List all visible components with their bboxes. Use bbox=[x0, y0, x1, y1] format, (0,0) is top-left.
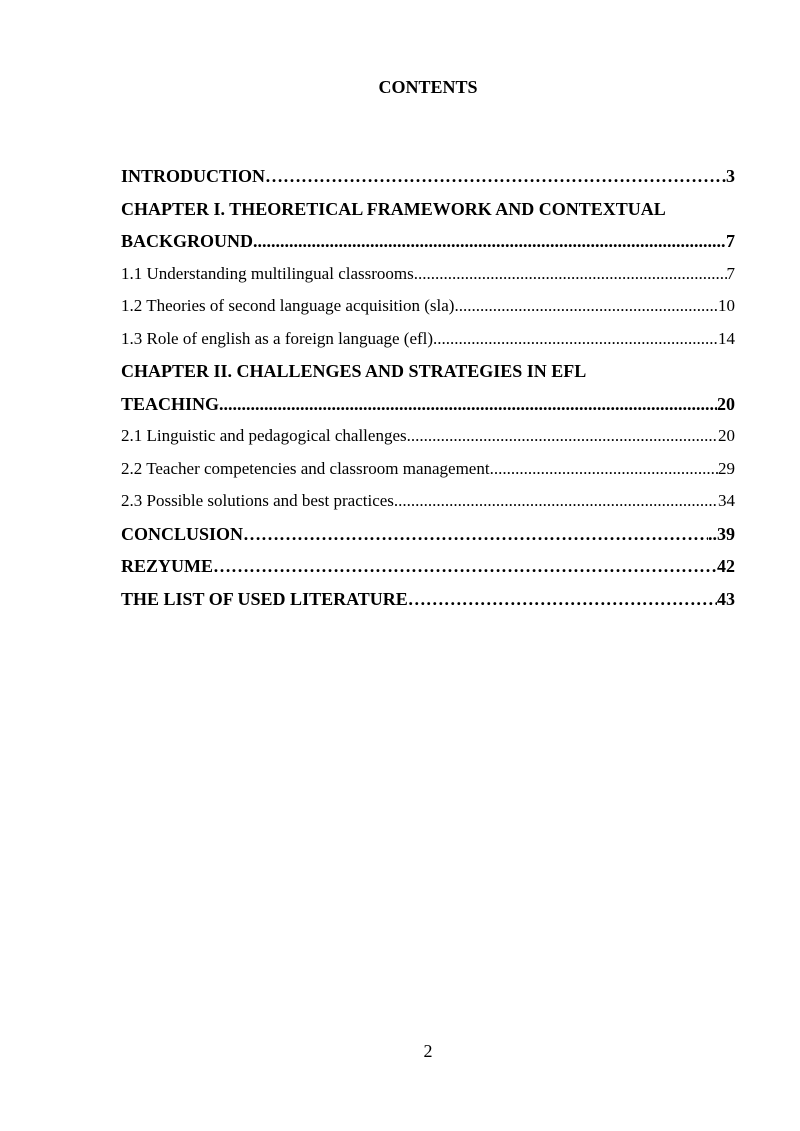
page-number: 2 bbox=[423, 1041, 433, 1061]
toc-entry-label: CONCLUSION bbox=[121, 523, 244, 544]
dot-leader bbox=[433, 323, 718, 356]
toc-entry-literature bbox=[121, 583, 735, 616]
dot-leader bbox=[394, 485, 718, 518]
toc-entry-page: 10 bbox=[718, 296, 735, 315]
dot-leader bbox=[265, 160, 726, 193]
toc-entry-label-line1: CHAPTER II. CHALLENGES AND STRATEGIES IN EFL bbox=[121, 361, 587, 381]
dot-leader bbox=[243, 518, 708, 551]
toc-entry-introduction bbox=[121, 160, 735, 193]
toc-entry-label: 2.1 Linguistic and pedagogical challenges bbox=[121, 426, 407, 445]
toc-entry-chapter-2-heading bbox=[121, 355, 735, 388]
toc-entry-1-1 bbox=[121, 258, 735, 291]
toc-entry-page: 14 bbox=[718, 328, 735, 348]
dot-leader bbox=[219, 388, 717, 421]
toc-entry-1-3 bbox=[121, 323, 735, 356]
page-title: CONTENTS bbox=[378, 77, 478, 97]
toc-entry-label: 1.2 Theories of second language acquisition (sla) bbox=[121, 296, 455, 315]
toc-entry-label-line1: CHAPTER I. THEORETICAL FRAMEWORK AND CONTEXTUAL bbox=[121, 198, 666, 219]
toc-entry-chapter-1-heading bbox=[121, 193, 735, 226]
toc-entry-label: REZYUME bbox=[121, 556, 214, 576]
toc-entry-conclusion bbox=[121, 518, 735, 551]
toc-entry-label: 1.1 Understanding multilingual classrooms bbox=[121, 263, 414, 283]
table-of-contents bbox=[121, 160, 735, 615]
toc-entry-page: 20 bbox=[717, 393, 735, 414]
toc-entry-page: ..39 bbox=[708, 523, 735, 544]
dot-leader bbox=[414, 258, 727, 291]
dot-leader bbox=[454, 290, 718, 323]
toc-entry-rezyume bbox=[121, 550, 735, 583]
toc-entry-label: THE LIST OF USED LITERATURE bbox=[121, 588, 408, 609]
toc-entry-2-2 bbox=[121, 453, 735, 486]
toc-entry-1-2 bbox=[121, 290, 735, 323]
toc-entry-page: 20 bbox=[718, 426, 735, 445]
toc-entry-label: TEACHING bbox=[121, 393, 220, 414]
toc-entry-page: 3 bbox=[726, 166, 735, 186]
toc-entry-chapter-2 bbox=[121, 388, 735, 421]
toc-entry-page: 43 bbox=[717, 588, 735, 609]
dot-leader bbox=[253, 225, 726, 258]
dot-leader bbox=[213, 550, 717, 583]
toc-entry-label: BACKGROUND bbox=[121, 231, 254, 251]
toc-entry-2-1 bbox=[121, 420, 735, 453]
toc-entry-page: 29 bbox=[718, 458, 735, 478]
toc-entry-chapter-1 bbox=[121, 225, 735, 258]
toc-entry-2-3 bbox=[121, 485, 735, 518]
toc-entry-page: 7 bbox=[726, 263, 735, 283]
toc-entry-label: INTRODUCTION bbox=[121, 166, 266, 186]
toc-entry-label: 2.2 Teacher competencies and classroom management bbox=[121, 458, 490, 478]
dot-leader bbox=[408, 583, 717, 616]
toc-entry-label: 1.3 Role of english as a foreign language (efl) bbox=[121, 328, 434, 348]
toc-entry-page: 7 bbox=[726, 231, 735, 251]
toc-entry-page: 42 bbox=[717, 556, 735, 576]
dot-leader bbox=[407, 420, 718, 453]
toc-entry-label: 2.3 Possible solutions and best practices bbox=[121, 491, 394, 510]
dot-leader bbox=[490, 453, 718, 486]
toc-entry-page: 34 bbox=[718, 491, 735, 510]
